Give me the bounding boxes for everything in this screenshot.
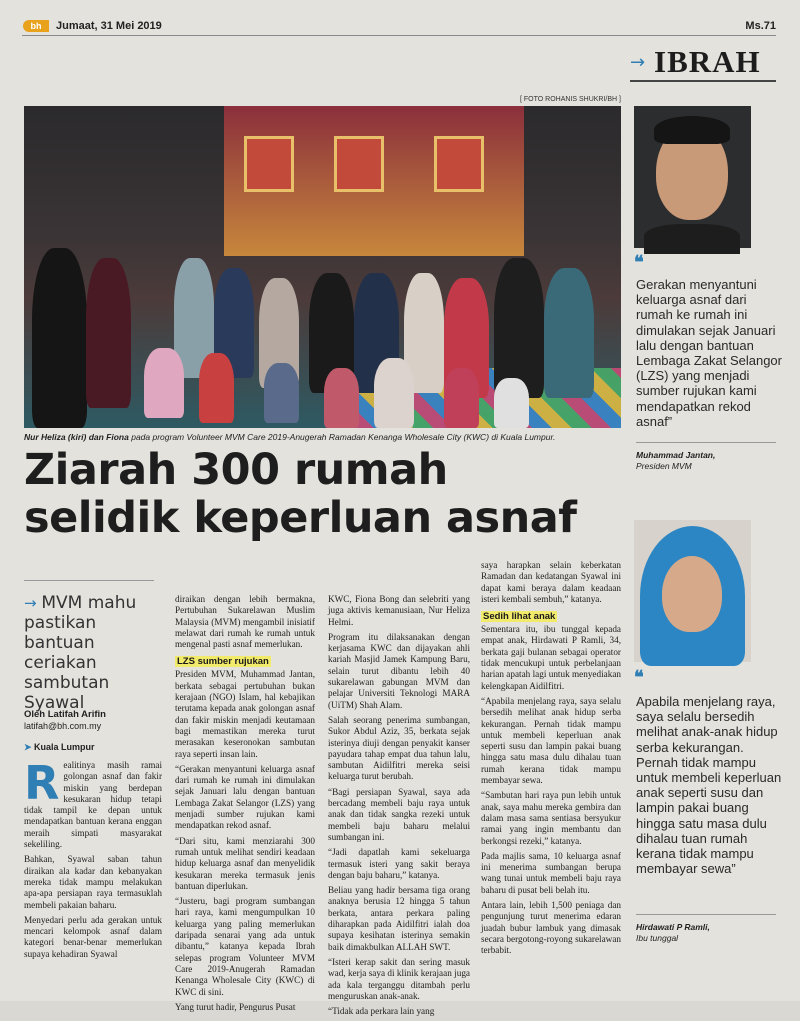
column2-paragraph: Presiden MVM, Muhammad Jantan, berkata sebagai pertubuhan bukan kerajaan (NGO) Islam, hal kebajikan terutama kepada anak golongan asnaf dan fakir miskin menjadi keutamaan bagi memastikan mereka turut merasakan keseronokan sambutan raya seperti insan lain. — [175, 669, 315, 759]
photo-person — [32, 248, 87, 428]
portrait-muhammad-jantan — [634, 106, 751, 248]
column1-paragraph: Bahkan, Syawal saban tahun diraikan ala kadar dan kebanyakan mereka tidak mampu melakukan apa-apa persiapan raya termasuklah membeli pakaian baharu. — [24, 854, 162, 910]
backdrop-panel — [434, 136, 484, 192]
column3-paragraph: “Tidak ada perkara lain yang — [328, 1006, 435, 1017]
deck — [24, 593, 164, 713]
column3-paragraph: “Bagi persiapan Syawal, saya ada bercadang membeli baju raya untuk anak dan tidak sangka rezeki untuk membeli baju baharu melalui sumbangan ini. — [328, 786, 470, 842]
portrait-hirdawati — [634, 520, 751, 662]
photo-credit: [ FOTO ROHANIS SHUKRI/BH ] — [520, 96, 621, 103]
dateline — [24, 742, 95, 753]
photo-child — [144, 348, 184, 418]
column2-paragraph: diraikan dengan lebih bermakna, Pertubuhan Sukarelawan Muslim Malaysia (MVM) mengambil inisiatif melawat dari rumah ke rumah untuk mengenal pasti asnaf memerlukan. — [175, 594, 315, 650]
pull-quote-1: Gerakan menyantuni keluarga asnaf dari rumah ke rumah ini dimulakan sejak Januari lalu dengan bantuan Lembaga Zakat Selangor (LZS) yang menjadi sumber rujukan kami mendapatkan rekod asnaf” — [636, 277, 782, 429]
quote-speaker-2: Hirdawati P Ramli, — [636, 922, 710, 932]
column2-paragraph: “Gerakan menyantuni keluarga asnaf dari rumah ke rumah ini dimulakan sejak Januari lalu dengan bantuan Lembaga Zakat Selangor (LZS) yang menjadi sumber rujukan kami mendapatkan rekod asnaf. — [175, 763, 315, 831]
column4-paragraph: “Sambutan hari raya pun lebih untuk anak, saya mahu mereka gembira dan dalam masa sama sentiasa bersyukur ramai yang ingin membantu dan berkongsi rezeki,” katanya. — [481, 790, 621, 846]
column1-paragraph: ealitinya masih ramai golongan asnaf dan fakir miskin yang berdepan kesukaran hidup tetapi tidak tampil ke depan untuk mendapatkan bantuan kerana enggan meraih simpati masyarakat sekeliling. — [24, 760, 162, 850]
section-label — [630, 44, 776, 78]
issue-date: Jumaat, 31 Mei 2019 — [56, 20, 162, 32]
section-rule — [630, 80, 776, 82]
column4-paragraph: Sementara itu, ibu tunggal kepada empat anak, Hirdawati P Ramli, 34, berkata gaji bulanan sebagai operator tidak mencukupi untuk perbelanjaan harian apatah lagi untuk menyediakan kelengkapan Aidilfitri. — [481, 624, 621, 691]
subheading: Sedih lihat anak — [483, 611, 556, 623]
article-column-1 — [24, 756, 162, 964]
article-column-2 — [175, 594, 315, 1017]
article-column-3 — [328, 594, 470, 1021]
portrait-face — [662, 556, 722, 632]
photo-caption — [24, 432, 624, 442]
section-name: IBRAH — [654, 44, 761, 79]
group-photo — [24, 106, 621, 428]
column2-paragraph: “Justeru, bagi program sumbangan hari raya, kami mengumpulkan 10 keluarga yang paling memerlukan daripada senarai yang ada untuk dibantu,” katanya kepada Ibrah selepas program Volunteer MVM Care 2019-Anugerah Ramadan Kenanga Wholesale City (KWC) di KWC di sini. — [175, 896, 315, 997]
column4-paragraph: Pada majlis sama, 10 keluarga asnaf ini menerima sumbangan berupa wang tunai untuk membeli baju raya baharu di pusat beli belah itu. — [481, 850, 621, 895]
deck-arrow-icon: → — [24, 594, 42, 612]
photo-person — [544, 268, 594, 398]
portrait-shirt — [644, 224, 740, 254]
column3-paragraph: “Jadi dapatlah kami sekeluarga termasuk isteri yang sakit beraya dengan baju baharu,” katanya. — [328, 847, 470, 880]
column3-paragraph: “Isteri kerap sakit dan sering masuk wad, kerja saya di klinik kerajaan juga ada kala terganggu ditambah perlu menguruskan anak-anak. — [328, 956, 470, 1001]
drop-cap: R — [24, 756, 60, 810]
headline-line2: selidik keperluan asnaf — [24, 493, 577, 543]
quote-rule — [636, 442, 776, 443]
deck-text: MVM mahu pastikan bantuan ceriakan sambutan Syawal — [24, 593, 137, 713]
column1-paragraph: Menyedari perlu ada gerakan untuk mencari kelompok asnaf dalam kategori benar-benar memerlukan supaya kehadiran Syawal — [24, 914, 162, 959]
header-rule — [22, 35, 776, 36]
photo-crowd — [24, 188, 621, 428]
caption-names: Nur Heliza (kiri) dan Fiona — [24, 432, 129, 442]
quote-role-1: Presiden MVM — [636, 461, 692, 471]
quote-speaker-1: Muhammad Jantan, — [636, 450, 716, 460]
column4-paragraph: Antara lain, lebih 1,500 peniaga dan pengunjung turut menerima edaran juadah bubur lambuk yang dimasak secara bergotong-royong sukarelawan terbabit. — [481, 900, 621, 956]
photo-child — [324, 368, 359, 428]
column3-paragraph: KWC, Fiona Bong dan selebriti yang juga aktivis kemanusiaan, Nur Heliza Helmi. — [328, 594, 470, 627]
photo-child — [264, 363, 299, 423]
quote-mark-icon: ❝ — [634, 667, 644, 688]
backdrop-panel — [244, 136, 294, 192]
byline: Oleh Latifah Arifin — [24, 709, 106, 720]
deck-rule — [24, 580, 154, 581]
photo-person — [86, 258, 131, 408]
section-arrow-icon: → — [630, 52, 646, 73]
article-column-4 — [481, 560, 621, 961]
portrait-hair — [654, 116, 730, 144]
dateline-arrow-icon: ➤ — [24, 742, 35, 752]
quote-role-2: Ibu tunggal — [636, 933, 679, 943]
column3-paragraph: Beliau yang hadir bersama tiga orang anaknya berusia 12 hingga 5 tahun berkata, antara perkara paling diharapkan pada Aidilfitri ialah doa supaya kesihatan isterinya semakin baik dimakbulkan ALLAH SWT. — [328, 885, 470, 952]
photo-child — [494, 378, 529, 428]
column4-paragraph: saya harapkan selain keberkatan Ramadan dan kedatangan Syawal ini dapat kami beraya dalam keadaan isteri kembali sembuh,” katanya. — [481, 560, 621, 604]
quote-mark-icon: ❝ — [634, 252, 644, 273]
caption-text: pada program Volunteer MVM Care 2019-Anugerah Ramadan Kenanga Wholesale City (KWC) di Kuala Lumpur. — [128, 432, 556, 442]
photo-child — [374, 358, 414, 428]
bh-logo: bh — [23, 20, 49, 32]
page-number: Ms.71 — [745, 20, 776, 32]
dateline-text: Kuala Lumpur — [34, 742, 95, 752]
column2-paragraph: “Dari situ, kami menziarahi 300 rumah untuk melihat sendiri keadaan hidup keluarga asnaf dan menyelidik kesukaran mereka termasuk jenis bantuan diperlukan. — [175, 835, 315, 891]
photo-child — [199, 353, 234, 423]
column4-paragraph: “Apabila menjelang raya, saya selalu bersedih melihat anak hidup serba kekurangan. Pernah tidak mampu untuk membeli keperluan anak seperti susu dan lampin pakai buang hingga satu masa dulu dihalau tuan rumah kerana tidak mampu membayar sewa. — [481, 695, 621, 786]
quote-rule — [636, 914, 776, 915]
backdrop-panel — [334, 136, 384, 192]
subheading: LZS sumber rujukan — [177, 656, 269, 668]
page-header — [0, 0, 800, 34]
photo-person — [494, 258, 544, 398]
headline — [24, 446, 624, 542]
headline-line1: Ziarah 300 rumah — [24, 445, 448, 495]
column3-paragraph: Salah seorang penerima sumbangan, Sukor Abdul Aziz, 35, berkata sejak isterinya diuji dengan penyakit kanser payudara tahap empat dua tahun lalu, sambutan Aidilfitri mereka seisi keluarga turut berubah. — [328, 714, 470, 782]
column3-paragraph: Program itu dilaksanakan dengan kerjasama KWC dan dijayakan ahli kariah Masjid Jamek Kampung Baru, selain turut dibantu lebih 40 sukarelawan gabungan MVM dan pelajar Universiti Teknologi MARA (UiTM) Shah Alam. — [328, 631, 470, 710]
photo-child — [444, 368, 479, 428]
author-email[interactable]: latifah@bh.com.my — [24, 721, 102, 731]
pull-quote-2: Apabila menjelang raya, saya selalu bersedih melihat anak-anak hidup serba kekurangan. Pernah tidak mampu untuk membeli keperluan anak seperti susu dan lampin pakai buang hingga satu masa dulu dihalau tuan rumah kerana tidak mampu membayar sewa” — [636, 694, 782, 877]
column2-paragraph: Yang turut hadir, Pengurus Pusat — [175, 1001, 296, 1012]
